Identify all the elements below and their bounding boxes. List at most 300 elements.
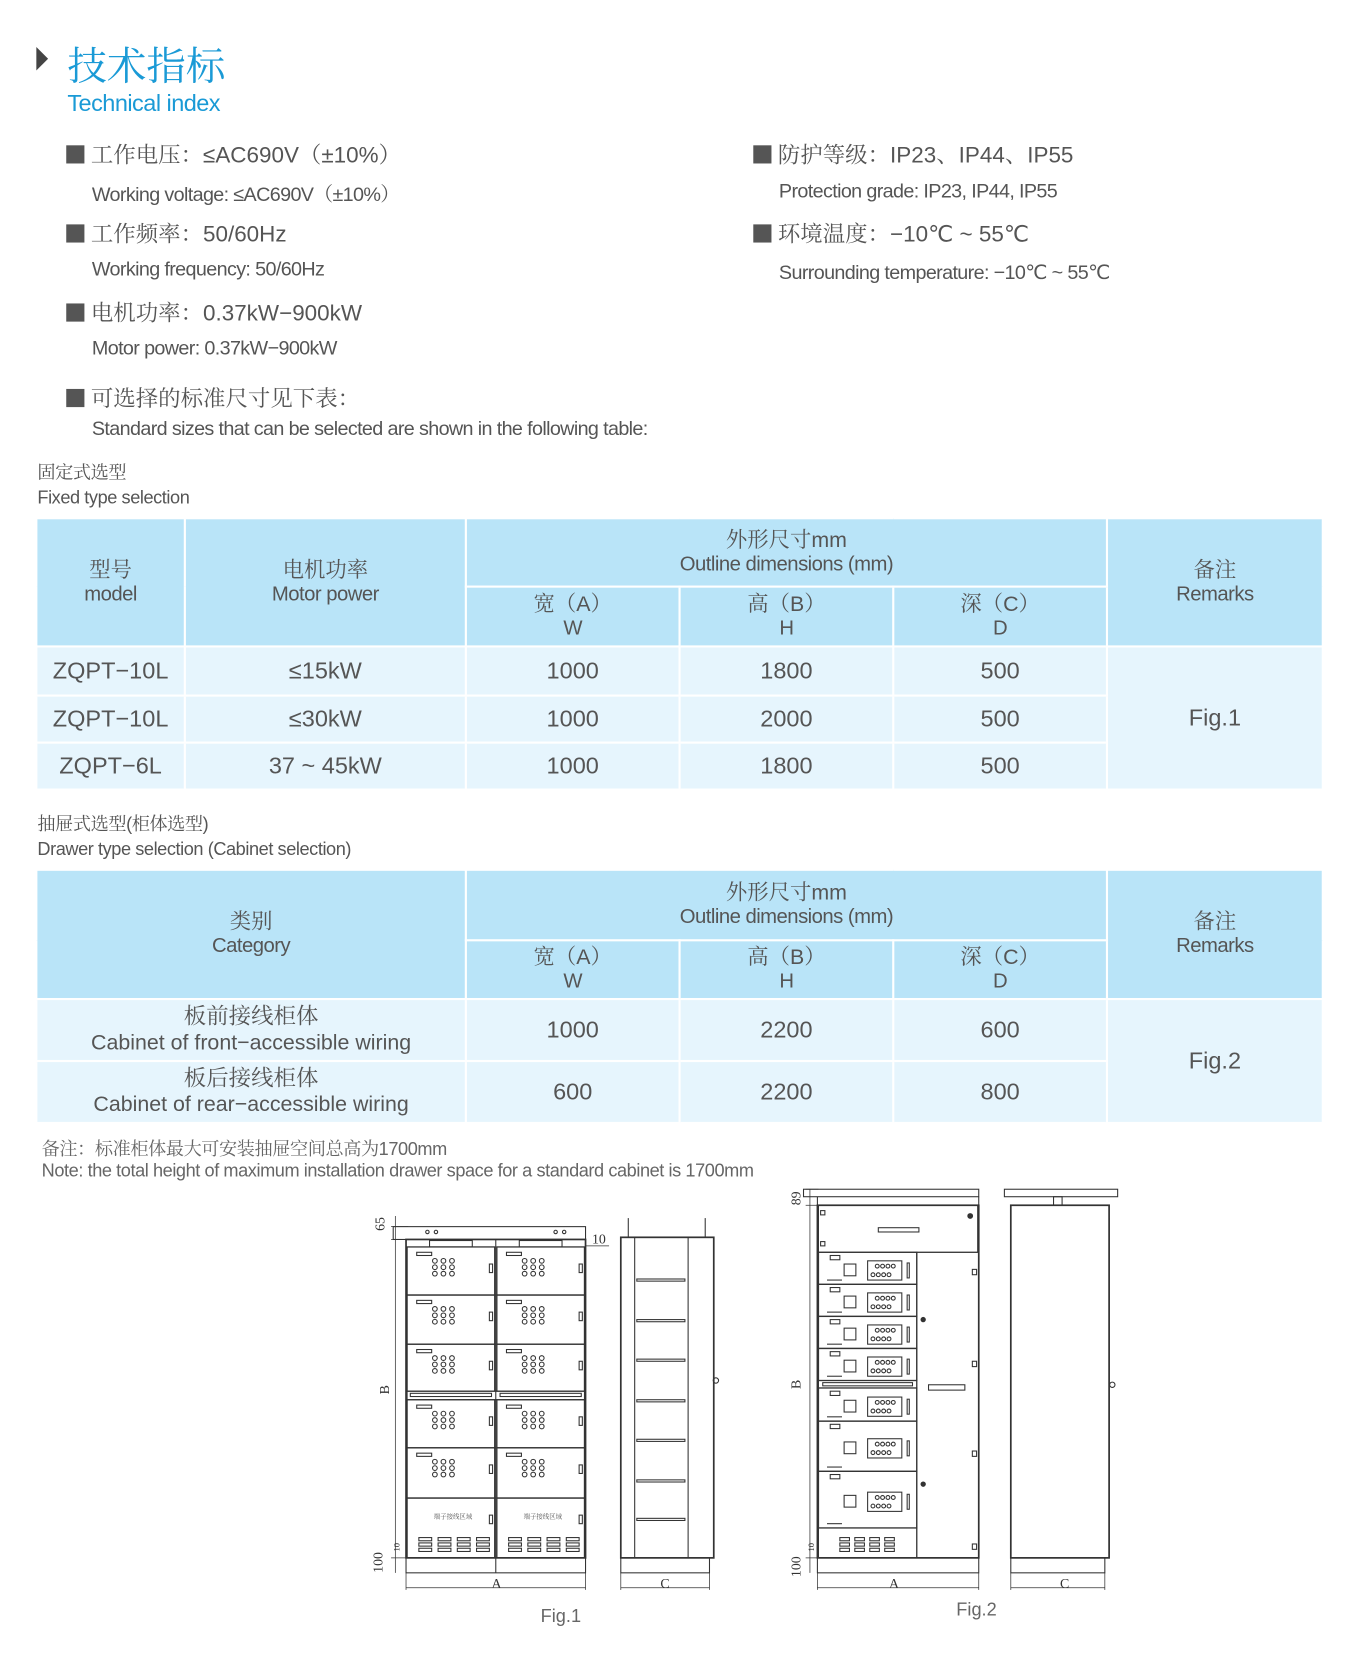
page-title: 技术指标 [67,44,226,89]
side-rail [637,1279,685,1281]
fig2-label: Fig.2 [956,1599,997,1620]
button-icon [441,1307,446,1312]
terminal-block [566,1538,579,1541]
button-icon [433,1459,438,1464]
button-icon [882,1409,886,1413]
fig2-dim-width: A [888,1576,900,1592]
terminal-block [419,1538,432,1541]
button-icon [522,1424,527,1429]
button-icon [531,1418,536,1423]
header-depth-en: D [993,617,1008,640]
button-icon [441,1271,446,1276]
door-handle [929,1385,965,1390]
door-latch [579,1515,582,1524]
button-icon [522,1319,527,1324]
drawer-label [830,1475,840,1479]
terminal-block [885,1548,895,1551]
terminal-block [870,1548,880,1551]
terminal-block [438,1538,451,1541]
switch-handle-icon [844,1328,856,1340]
button-icon [887,1337,891,1341]
spec-frequency-cn: 工作频率：50/60Hz [90,222,287,247]
meter-panel [868,1261,902,1280]
button-icon [539,1356,544,1361]
note-cn: 备注：标准柜体最大可安装抽屉空间总高为1700mm [41,1139,447,1160]
button-icon [881,1400,885,1404]
button-icon [450,1418,455,1423]
button-icon [522,1265,527,1270]
cell-model: ZQPT−10L [36,646,185,695]
button-icon [875,1360,879,1364]
spec-motor-cn: 电机功率：0.37kW−900kW [90,301,363,326]
fig1-terminal-label-left: 端子接线区域 [433,1513,473,1521]
fig1-dim-depth: C [660,1576,670,1592]
button-icon [531,1411,536,1416]
cell-power: ≤15kW [185,646,466,695]
header-remarks-en: Remarks [1176,582,1254,606]
drawer-module [407,1344,495,1391]
spec-protection-en: Protection grade: IP23, IP44, IP55 [778,179,1058,202]
fig1-dim-top: 65 [373,1217,389,1231]
button-icon [539,1418,544,1423]
button-icon [539,1472,544,1477]
button-icon [531,1271,536,1276]
cell-height: 2000 [680,696,894,743]
terminal-block [419,1548,432,1551]
hinge [972,1269,976,1274]
switch-handle-icon [844,1442,856,1454]
cell-depth: 600 [893,999,1107,1061]
terminal-block [547,1548,560,1551]
hinge [972,1544,976,1549]
button-icon [891,1360,895,1364]
module-label [417,1453,432,1456]
button-icon [876,1409,880,1413]
fig1-dim-height: B [377,1385,393,1395]
note-en: Note: the total height of maximum installation drawer space for a standard cabinet is 1700mm [41,1160,754,1181]
button-icon [539,1307,544,1312]
fig2-dim-top: 89 [789,1191,805,1206]
button-icon [433,1258,438,1263]
button-icon [876,1337,880,1341]
cabinet-side-base [1011,1558,1105,1573]
header-height-en: H [779,970,794,993]
drawer-label [830,1391,840,1395]
terminal-block [840,1548,850,1551]
button-icon [433,1356,438,1361]
screw-icon [554,1230,557,1233]
header-dims-cn: 外形尺寸mm [725,881,847,905]
header-width-en: W [563,970,583,993]
button-icon [886,1496,890,1500]
drawer-grip [907,1263,909,1278]
terminal-block [855,1543,865,1546]
button-icon [531,1319,536,1324]
indicator-icon [968,1214,973,1219]
button-icon [522,1472,527,1477]
drawer-module [497,1344,585,1391]
drawer-label [830,1255,840,1259]
terminal-block [547,1538,560,1541]
fig1-dim-small: 10 [391,1542,402,1552]
cabinet-side-base [621,1558,710,1573]
button-icon [450,1472,455,1477]
top-compartment [818,1205,977,1252]
terminal-block [477,1538,490,1541]
meter-panel [868,1357,902,1376]
fig2-dim-height: B [789,1379,805,1390]
spec-temperature-cn: 环境温度：−10℃ ~ 55℃ [777,222,1030,247]
module-label [506,1453,521,1456]
header-category-en: Category [212,935,291,958]
button-icon [876,1451,880,1455]
meter-panel [868,1293,902,1312]
button-icon [871,1305,875,1309]
button-icon [887,1451,891,1455]
cable-door [917,1252,979,1558]
button-icon [531,1466,536,1471]
top-handle [430,1241,473,1247]
button-icon [882,1273,886,1277]
meter-panel [868,1325,902,1344]
door-latch [489,1312,492,1321]
button-icon [450,1319,455,1324]
cabinet-top-cap [804,1189,979,1196]
cell-category-cn: 板后接线柜体 [183,1066,319,1092]
terminal-block [840,1538,850,1541]
button-icon [441,1319,446,1324]
button-icon [441,1356,446,1361]
screw-icon [562,1230,565,1233]
button-icon [882,1451,886,1455]
header-width-en: W [563,617,583,640]
button-icon [887,1369,891,1373]
button-icon [450,1265,455,1270]
button-icon [522,1459,527,1464]
button-icon [886,1264,890,1268]
header-width-cn: 宽（A） [533,945,612,970]
button-icon [539,1424,544,1429]
fig1-dim-width: A [491,1576,502,1592]
button-icon [882,1504,886,1508]
fig1-dim-side: 10 [591,1232,606,1248]
screw-icon [426,1230,429,1233]
cell-height: 2200 [680,999,894,1061]
drawer-grip [907,1327,909,1342]
header-depth-en: D [993,970,1008,993]
button-icon [531,1307,536,1312]
cabinet-side-body [1011,1205,1109,1558]
button-icon [433,1265,438,1270]
button-icon [881,1264,885,1268]
drawer-label [830,1320,840,1324]
cell-width: 1000 [466,646,680,695]
button-icon [875,1496,879,1500]
button-icon [876,1369,880,1373]
button-icon [875,1328,879,1332]
spec-sizes-en: Standard sizes that can be selected are shown in the following table: [91,416,648,440]
button-icon [891,1328,895,1332]
cell-width: 1000 [466,999,680,1061]
button-icon [882,1337,886,1341]
cell-power: ≤30kW [185,696,466,743]
button-icon [441,1265,446,1270]
cell-depth: 800 [893,1061,1107,1123]
drawer-heading-cn: 抽屉式选型(柜体选型) [37,814,209,835]
cell-depth: 500 [893,696,1107,743]
terminal-block [509,1538,522,1541]
side-rail [637,1480,685,1482]
fig1-label: Fig.1 [540,1605,582,1627]
terminal-block [528,1538,541,1541]
cell-depth: 500 [893,646,1107,695]
button-icon [433,1307,438,1312]
door-latch [579,1312,582,1321]
header-power-cn: 电机功率 [282,558,369,582]
switch-handle-icon [844,1360,856,1372]
button-icon [539,1313,544,1318]
header-dims-cn: 外形尺寸mm [725,528,847,552]
cell-power: 37 ~ 45kW [185,743,466,790]
button-icon [522,1466,527,1471]
button-icon [450,1313,455,1318]
terminal-block [547,1543,560,1546]
button-icon [441,1459,446,1464]
terminal-block [438,1548,451,1551]
button-icon [450,1258,455,1263]
header-category-cn: 类别 [229,910,273,934]
button-icon [881,1296,885,1300]
header-dims-en: Outline dimensions (mm) [679,553,894,576]
button-icon [441,1313,446,1318]
button-icon [886,1442,890,1446]
fixed-heading-en: Fixed type selection [37,487,190,508]
module-label [417,1252,432,1255]
button-icon [450,1369,455,1374]
side-rail [637,1439,685,1441]
button-icon [539,1258,544,1263]
button-icon [450,1271,455,1276]
door-latch [579,1417,582,1426]
button-icon [539,1362,544,1367]
button-icon [891,1400,895,1404]
meter-panel [868,1492,902,1511]
button-icon [882,1369,886,1373]
door-latch [489,1515,492,1524]
button-icon [531,1265,536,1270]
cell-category-en: Cabinet of rear−accessible wiring [93,1092,409,1117]
cell-width: 600 [466,1061,680,1123]
button-icon [441,1258,446,1263]
switch-handle-icon [844,1400,856,1412]
cabinet-top-cap [1004,1189,1117,1196]
button-icon [881,1328,885,1332]
header-width-cn: 宽（A） [533,592,612,617]
spec-sizes-cn: 可选择的标准尺寸见下表： [90,386,361,412]
side-rail [637,1400,685,1402]
button-icon [891,1496,895,1500]
drawer-label [830,1424,840,1428]
module-label [417,1350,432,1353]
button-icon [522,1307,527,1312]
cabinet-base [817,1558,978,1573]
meter-panel [868,1439,902,1458]
handle-bar [410,1393,491,1396]
module-label [417,1300,432,1303]
button-icon [882,1305,886,1309]
button-icon [433,1418,438,1423]
button-icon [876,1504,880,1508]
cell-category-en: Cabinet of front−accessible wiring [91,1030,412,1055]
terminal-block [438,1543,451,1546]
fig2-drawing [804,1189,1118,1590]
header-height-cn: 高（B） [747,592,826,617]
button-icon [433,1271,438,1276]
drawer-grip [907,1295,909,1310]
terminal-block [855,1538,865,1541]
lock-icon [921,1317,925,1321]
button-icon [433,1362,438,1367]
drawer-grip [907,1359,909,1374]
door-latch [489,1417,492,1426]
terminal-area [818,1528,916,1558]
lifting-lug [1054,1197,1063,1206]
button-icon [539,1459,544,1464]
button-icon [875,1442,879,1446]
button-icon [875,1400,879,1404]
button-icon [886,1328,890,1332]
cell-remark: Fig.2 [1107,999,1323,1123]
terminal-block [477,1543,490,1546]
terminal-block [870,1538,880,1541]
button-icon [441,1411,446,1416]
header-model-cn: 型号 [89,558,132,582]
hinge [821,1211,825,1215]
terminal-block [528,1543,541,1546]
spec-frequency-en: Working frequency: 50/60Hz [91,257,325,280]
button-icon [531,1362,536,1367]
switch-handle-icon [844,1264,856,1276]
header-height-en: H [779,617,794,640]
hinge [972,1361,976,1366]
button-icon [441,1472,446,1477]
module-label [506,1300,521,1303]
cell-model: ZQPT−10L [36,696,185,743]
button-icon [871,1273,875,1277]
button-icon [531,1424,536,1429]
header-remarks-cn: 备注 [1193,558,1237,582]
button-icon [886,1360,890,1364]
fig1-dim-base: 100 [371,1552,387,1573]
screw-icon [434,1230,437,1233]
terminal-block [885,1543,895,1546]
header-remarks-cn: 备注 [1193,910,1237,934]
door-latch [579,1264,582,1273]
terminal-block [457,1548,470,1551]
button-icon [441,1418,446,1423]
hinge [821,1242,825,1246]
door-latch [489,1361,492,1370]
button-icon [871,1337,875,1341]
side-rail [637,1518,685,1520]
lock-icon [921,1482,925,1486]
header-power-en: Motor power [271,582,379,606]
button-icon [871,1451,875,1455]
terminal-block [855,1548,865,1551]
spec-voltage-en: Working voltage: ≤AC690V（±10%） [91,182,400,206]
cell-height: 1800 [680,646,894,695]
side-handle-icon [1110,1382,1115,1387]
button-icon [433,1369,438,1374]
button-icon [433,1472,438,1477]
terminal-block [840,1543,850,1546]
button-icon [876,1273,880,1277]
button-icon [887,1409,891,1413]
button-icon [531,1258,536,1263]
fixed-heading-cn: 固定式选型 [37,462,127,483]
button-icon [522,1313,527,1318]
cell-height: 2200 [680,1061,894,1123]
terminal-block [885,1538,895,1541]
button-icon [450,1356,455,1361]
button-icon [881,1496,885,1500]
button-icon [886,1296,890,1300]
button-icon [539,1411,544,1416]
button-icon [531,1459,536,1464]
button-icon [441,1369,446,1374]
drawer-label [830,1352,840,1356]
button-icon [887,1305,891,1309]
button-icon [539,1319,544,1324]
cabinet-front-body [817,1205,978,1558]
cell-width: 1000 [466,696,680,743]
top-handle [878,1228,919,1232]
cell-remark: Fig.1 [1107,646,1323,789]
cell-width: 1000 [466,743,680,790]
door-latch [579,1465,582,1474]
module-label [417,1405,432,1408]
fig1-drawing [391,1216,718,1590]
fig2-dim-base: 100 [789,1556,805,1578]
drawer-grip [907,1441,909,1456]
button-icon [875,1264,879,1268]
side-rail [637,1359,685,1361]
terminal-block [457,1543,470,1546]
button-icon [531,1313,536,1318]
spec-temperature-en: Surrounding temperature: −10℃ ~ 55℃ [778,260,1110,284]
switch-handle-icon [844,1296,856,1308]
side-rail [637,1320,685,1322]
meter-panel [868,1397,902,1416]
button-icon [450,1411,455,1416]
button-icon [539,1369,544,1374]
handle-bar [500,1393,581,1396]
terminal-block [566,1548,579,1551]
button-icon [887,1273,891,1277]
button-icon [539,1265,544,1270]
button-icon [539,1466,544,1471]
module-label [506,1252,521,1255]
button-icon [871,1504,875,1508]
fig2-dim-small: 10 [806,1542,817,1552]
header-model-en: model [84,582,137,606]
button-icon [522,1258,527,1263]
button-icon [441,1362,446,1367]
button-icon [891,1442,895,1446]
button-icon [450,1424,455,1429]
button-icon [891,1264,895,1268]
terminal-block [528,1548,541,1551]
